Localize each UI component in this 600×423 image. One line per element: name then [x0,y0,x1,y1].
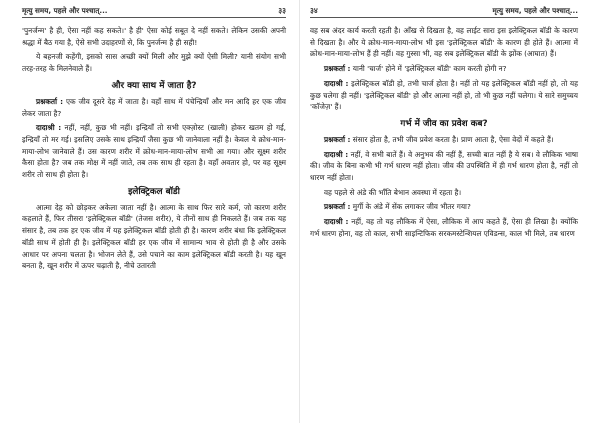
right-running-head [310,6,578,18]
dialog-paragraph [310,216,578,239]
dialog-text: नहीं, वह तो यह लौकिक में ऐसा, लौकिक में आप कहते हैं, ऐसा ही लिखा है। क्योंकि गर्भ धारण होना, वह तो काल, सभी साइन्टिफिक सरकमस्टेन्शियल एविडन्स, काल भी मिले, तब धारण [310,217,578,238]
speaker-label: प्रश्नकर्ता : [324,134,351,144]
section-heading: गर्भ में जीव का प्रवेश कब? [400,118,488,129]
body-paragraph: वह पहले से अंडे की भाँति बेभान अवस्था में रहता है। [324,187,462,197]
dialog-paragraph [22,96,286,119]
dialog-text: नहीं, वे सभी बातें हैं। वे अनुभव की नहीं हैं, सच्ची बात नहीं है ये सब। वे लौकिक भाषा की। जीव के बिना कभी भी गर्भ धारण नहीं होता। जीव की उपस्थिति में ही गर्भ धारण होता है, नहीं तो धारण नहीं होता। [310,149,578,183]
dialog-text: नहीं, नहीं, कुछ भी नहीं। इन्द्रियाँ तो सभी एक्ज़ोस्ट (खाली) होकर खतम हो गई, इन्द्रियाँ तो मर गई। इसलिए उसके साथ इन्द्रियाँ जैसा कुछ भी जानेवाला नहीं है। केवल ये क्रोध-मान-माया-लोभ जानेवाले हैं। उस कारण शरीर में क्रोध-मान-माया-लोभ सभी आ गया। और सूक्ष्म शरीर कैसा होता है? जब तक मोक्ष में नहीं जाते, तब तक साथ ही रहता है। वहाँ अवतार हो, पर वह सूक्ष्म शरीर तो साथ ही होता है। [22,123,287,180]
left-header-title: मृत्यु समय, पहले और पश्चात्... [22,6,108,15]
dialog-paragraph [310,134,578,146]
dialog-paragraph [22,122,286,181]
dialog-paragraph [310,78,578,113]
body-paragraph: ये बहनजी कहेंगी, इसको सास अच्छी क्यों मिली और मुझे क्यों ऐसी मिली? यानी संयोग सभी तरह-तरह के मिलनेवाले हैं। [22,52,286,74]
speaker-label: दादाश्री : [36,123,62,133]
right-page-number: ३४ [310,6,318,15]
dialog-text: मुर्गी के अंडे में सेंक लगाकर जीव भीतर गया? [350,202,471,212]
dialog-text: यानी 'चार्ज' होने में 'इलेक्ट्रिकल बॉडी' काम करती होगी न? [350,64,507,74]
body-paragraph: 'पुनर्जन्म' है ही, ऐसा नहीं कह सकते।' है ही' ऐसा कोई सबूत दे नहीं सकते। लेकिन उसकी अपनी श्रद्धा में बैठ गया है, ऐसे सभी उदाहरणों से, कि पुनर्जन्म है ही सही! [22,26,286,47]
dialog-paragraph [310,63,578,75]
speaker-label: प्रश्नकर्ता : [324,64,351,74]
speaker-label: दादाश्री : [324,217,349,227]
speaker-label: दादाश्री : [324,149,349,159]
left-page-body [22,25,286,272]
left-running-head [22,6,286,18]
body-paragraph: वह सब अंदर कार्य करती रहती है। आँख से दिखता है, वह लाईट सारा इस इलेक्ट्रिकल बॉडी के कारण से दिखता है। और ये क्रोध-मान-माया-लोभ भी इस 'इलेक्ट्रिकल बॉडी' के कारण ही होते हैं। आत्मा में क्रोध-मान-माया-लोभ हैं ही नहीं। वह गुस्सा भी, वह सब इलेक्ट्रिकल बॉडी के झोंक (आघात) हैं। [310,26,578,59]
speaker-label: प्रश्नकर्ता : [324,202,351,212]
speaker-label: प्रश्नकर्ता : [36,96,64,106]
section-heading: और क्या साथ में जाता है? [111,80,197,91]
right-header-title: मृत्यु समय, पहले और पश्चात्... [492,6,578,15]
dialog-paragraph [310,201,578,213]
left-page-number: ३३ [278,6,286,15]
right-page-body [310,25,578,240]
section-heading: इलेक्ट्रिकल बॉडी [128,186,180,197]
dialog-paragraph [310,149,578,184]
body-paragraph: आत्मा देह को छोड़कर अकेला जाता नहीं है। आत्मा के साथ फिर सारे कर्म, जो कारण शरीर कहलाते हैं, फिर तीसरा 'इलेक्ट्रिकल बॉडी' (तेजस शरीर), ये तीनों साथ ही निकलते हैं। जब तक यह संसार है, तब तक हर एक जीव में यह इलेक्ट्रिकल बॉडी होती ही है। कारण शरीर बंधा कि इलेक्ट्रिकल बॉडी साथ में होती ही है। इलेक्ट्रिकल बॉडी हर एक जीव में सामान्य भाव से होती ही है और उसके आधार पर अपना चलता है। भोजन लेते हैं, उसे पचाने का काम इलेक्ट्रिकल बॉडी करती है। यह खून बनता है, खून शरीर में ऊपर चढ़ाती है, नीचे उतारती [22,202,286,271]
speaker-label: दादाश्री : [324,78,349,88]
right-page [300,0,600,423]
dialog-text: एक जीव दूसरे देह में जाता है। वहाँ साथ में पंचेन्द्रियाँ और मन आदि हर एक जीव लेकर जाता है? [22,96,286,118]
dialog-text: इलेक्ट्रिकल बॉडी हो, तभी चार्ज होता है। नहीं तो यह इलेक्ट्रिकल बॉडी नहीं हो, तो यह कुछ चलेगा ही नहीं। 'इलेक्ट्रिकल बॉडी' हो और आत्मा नहीं हो, तो भी कुछ नहीं चलेगा। ये सारे समुच्चय 'कॉजेज़' हैं। [310,78,578,112]
dialog-text: संसार होता है, तभी जीव प्रवेश करता है। प्राण आता है, ऐसा वेदों में कहते हैं। [350,134,554,144]
